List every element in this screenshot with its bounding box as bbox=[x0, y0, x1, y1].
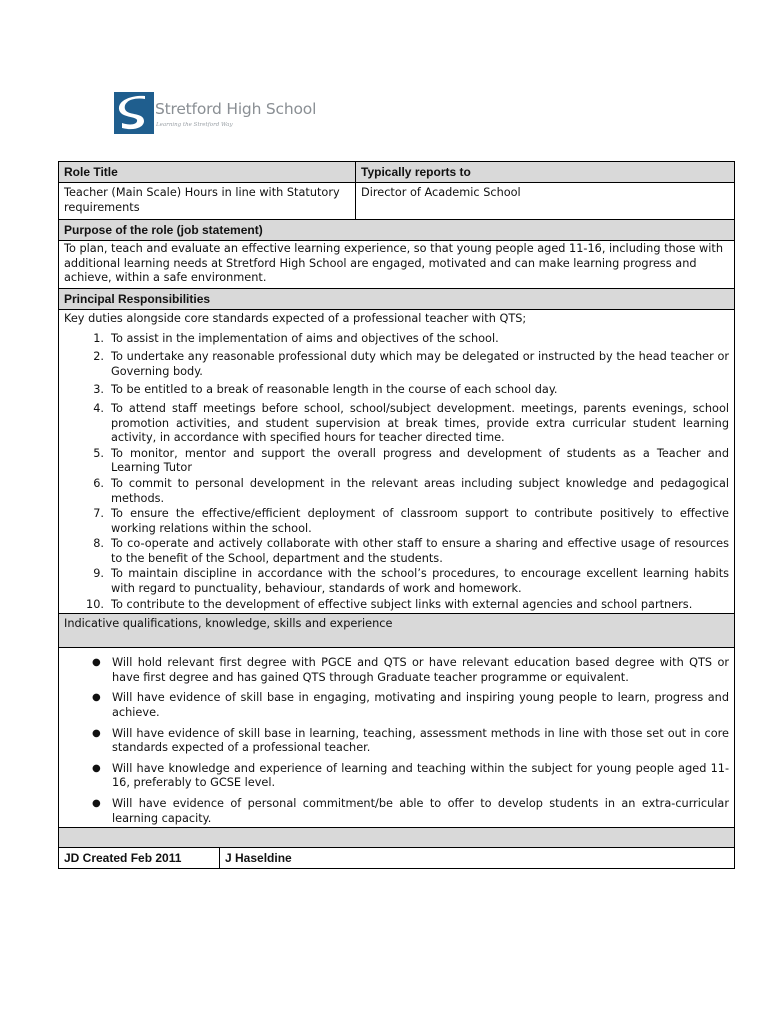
duty-number: 8. bbox=[93, 537, 104, 551]
qualification-text: Will have evidence of skill base in engaging, motivating and inspiring young people to learn, progress and achieve. bbox=[112, 691, 730, 720]
duty-number: 5. bbox=[93, 446, 104, 460]
duty-item bbox=[64, 350, 729, 379]
duty-item bbox=[64, 598, 729, 613]
bullet-icon: ● bbox=[92, 762, 101, 774]
duty-item bbox=[64, 477, 729, 506]
job-description-table bbox=[58, 161, 735, 869]
qualification-item bbox=[64, 762, 729, 791]
role-title-value: Teacher (Main Scale) Hours in line with Statutory requirements bbox=[59, 183, 356, 220]
bullet-icon: ● bbox=[92, 798, 101, 809]
duty-text: To maintain discipline in accordance with the school’s procedures, to encourage excellent learning habits with regard to punctuality, behaviour, standards of work and homework. bbox=[111, 567, 730, 596]
qualification-text: Will have evidence of personal commitment/be able to offer to develop students in an extra-curricular learning capacity. bbox=[112, 797, 730, 825]
qualification-item bbox=[64, 727, 729, 756]
bullet-icon: ● bbox=[92, 727, 101, 739]
reports-to-value: Director of Academic School bbox=[356, 183, 735, 220]
qualification-text: Will have evidence of skill base in learning, teaching, assessment methods in line with those set out in core standards expected of a professional teacher. bbox=[112, 726, 730, 755]
duty-number: 3. bbox=[93, 383, 104, 397]
qualifications-cell bbox=[59, 648, 735, 828]
duty-item bbox=[64, 507, 729, 536]
duty-item bbox=[64, 402, 729, 446]
duty-text: To monitor, mentor and support the overall progress and development of students as a Teacher and Learning Tutor bbox=[111, 446, 730, 475]
qualifications-list bbox=[64, 656, 729, 826]
duty-text: To undertake any reasonable professional duty which may be delegated or instructed by the head teacher or Governing body. bbox=[111, 350, 730, 378]
duty-text: To be entitled to a break of reasonable length in the course of each school day. bbox=[111, 383, 558, 397]
duty-number: 2. bbox=[93, 350, 104, 364]
created-by: J Haseldine bbox=[220, 848, 735, 869]
qualifications-label: Indicative qualifications, knowledge, skills and experience bbox=[59, 614, 735, 648]
duty-number: 6. bbox=[93, 476, 104, 490]
duty-number: 4. bbox=[93, 401, 104, 415]
created-label: JD Created Feb 2011 bbox=[59, 848, 220, 869]
shaded-spacer bbox=[59, 828, 735, 848]
responsibilities-row bbox=[59, 309, 735, 613]
bullet-icon: ● bbox=[92, 657, 101, 669]
duty-number: 7. bbox=[93, 507, 104, 521]
duty-number: 1. bbox=[93, 331, 104, 345]
reports-to-label: Typically reports to bbox=[356, 162, 735, 183]
qualification-item bbox=[64, 797, 729, 826]
duties-list bbox=[64, 332, 729, 613]
purpose-row bbox=[59, 241, 735, 289]
spacer-row bbox=[59, 828, 735, 848]
duty-item bbox=[64, 447, 729, 476]
responsibilities-cell bbox=[59, 309, 735, 613]
school-logo-mark-icon bbox=[114, 92, 154, 134]
responsibilities-header-row bbox=[59, 288, 735, 309]
duty-text: To assist in the implementation of aims and objectives of the school. bbox=[111, 331, 499, 345]
duty-text: To commit to personal development in the relevant areas including subject knowledge and pedagogical methods. bbox=[111, 476, 730, 505]
purpose-label: Purpose of the role (job statement) bbox=[59, 220, 735, 241]
responsibilities-label: Principal Responsibilities bbox=[59, 288, 735, 309]
qualifications-header-row bbox=[59, 614, 735, 648]
qualification-text: Will hold relevant first degree with PGCE and QTS or have relevant education based degree with QTS or have first degree and has gained QTS through Graduate teacher programme or equivalent. bbox=[112, 656, 730, 684]
role-title-label: Role Title bbox=[59, 162, 356, 183]
school-logo-name: Stretford High School bbox=[155, 100, 317, 118]
bullet-icon: ● bbox=[92, 692, 101, 704]
responsibilities-intro: Key duties alongside core standards expected of a professional teacher with QTS; bbox=[64, 311, 527, 325]
qualification-item bbox=[64, 691, 729, 720]
school-logo-tagline: Learning the Stretford Way bbox=[156, 122, 233, 128]
duty-text: To contribute to the development of effective subject links with external agencies and school partners. bbox=[111, 597, 693, 611]
role-values-row bbox=[59, 183, 735, 220]
qualifications-row bbox=[59, 648, 735, 828]
duty-item bbox=[64, 567, 729, 596]
duty-number: 10. bbox=[86, 597, 104, 611]
school-logo bbox=[114, 92, 317, 138]
duty-item bbox=[64, 383, 729, 398]
role-header-row bbox=[59, 162, 735, 183]
duty-text: To ensure the effective/efficient deployment of classroom support to contribute positively to effective working relations within the school. bbox=[111, 507, 730, 535]
duty-item bbox=[64, 537, 729, 566]
footer-row bbox=[59, 848, 735, 869]
qualification-text: Will have knowledge and experience of learning and teaching within the subject for young people aged 11-16, preferably to GCSE level. bbox=[112, 761, 730, 790]
duty-text: To attend staff meetings before school, school/subject development. meetings, parents evenings, school promotion activities, and student supervision at break times, provide extra curricular student learning activity, in accordance with specified hours for teacher directed time. bbox=[111, 401, 730, 445]
duty-text: To co-operate and actively collaborate with other staff to ensure a sharing and effective usage of resources to the benefit of the School, department and the students. bbox=[111, 537, 730, 565]
qualification-item bbox=[64, 656, 729, 685]
duty-item bbox=[64, 332, 729, 347]
duty-number: 9. bbox=[93, 567, 104, 581]
purpose-text: To plan, teach and evaluate an effective learning experience, so that young people aged 11-16, including those with additional learning needs at Stretford High School are engaged, motivated and can make learning progress and achieve, within a safe environment. bbox=[59, 241, 735, 289]
purpose-header-row bbox=[59, 220, 735, 241]
